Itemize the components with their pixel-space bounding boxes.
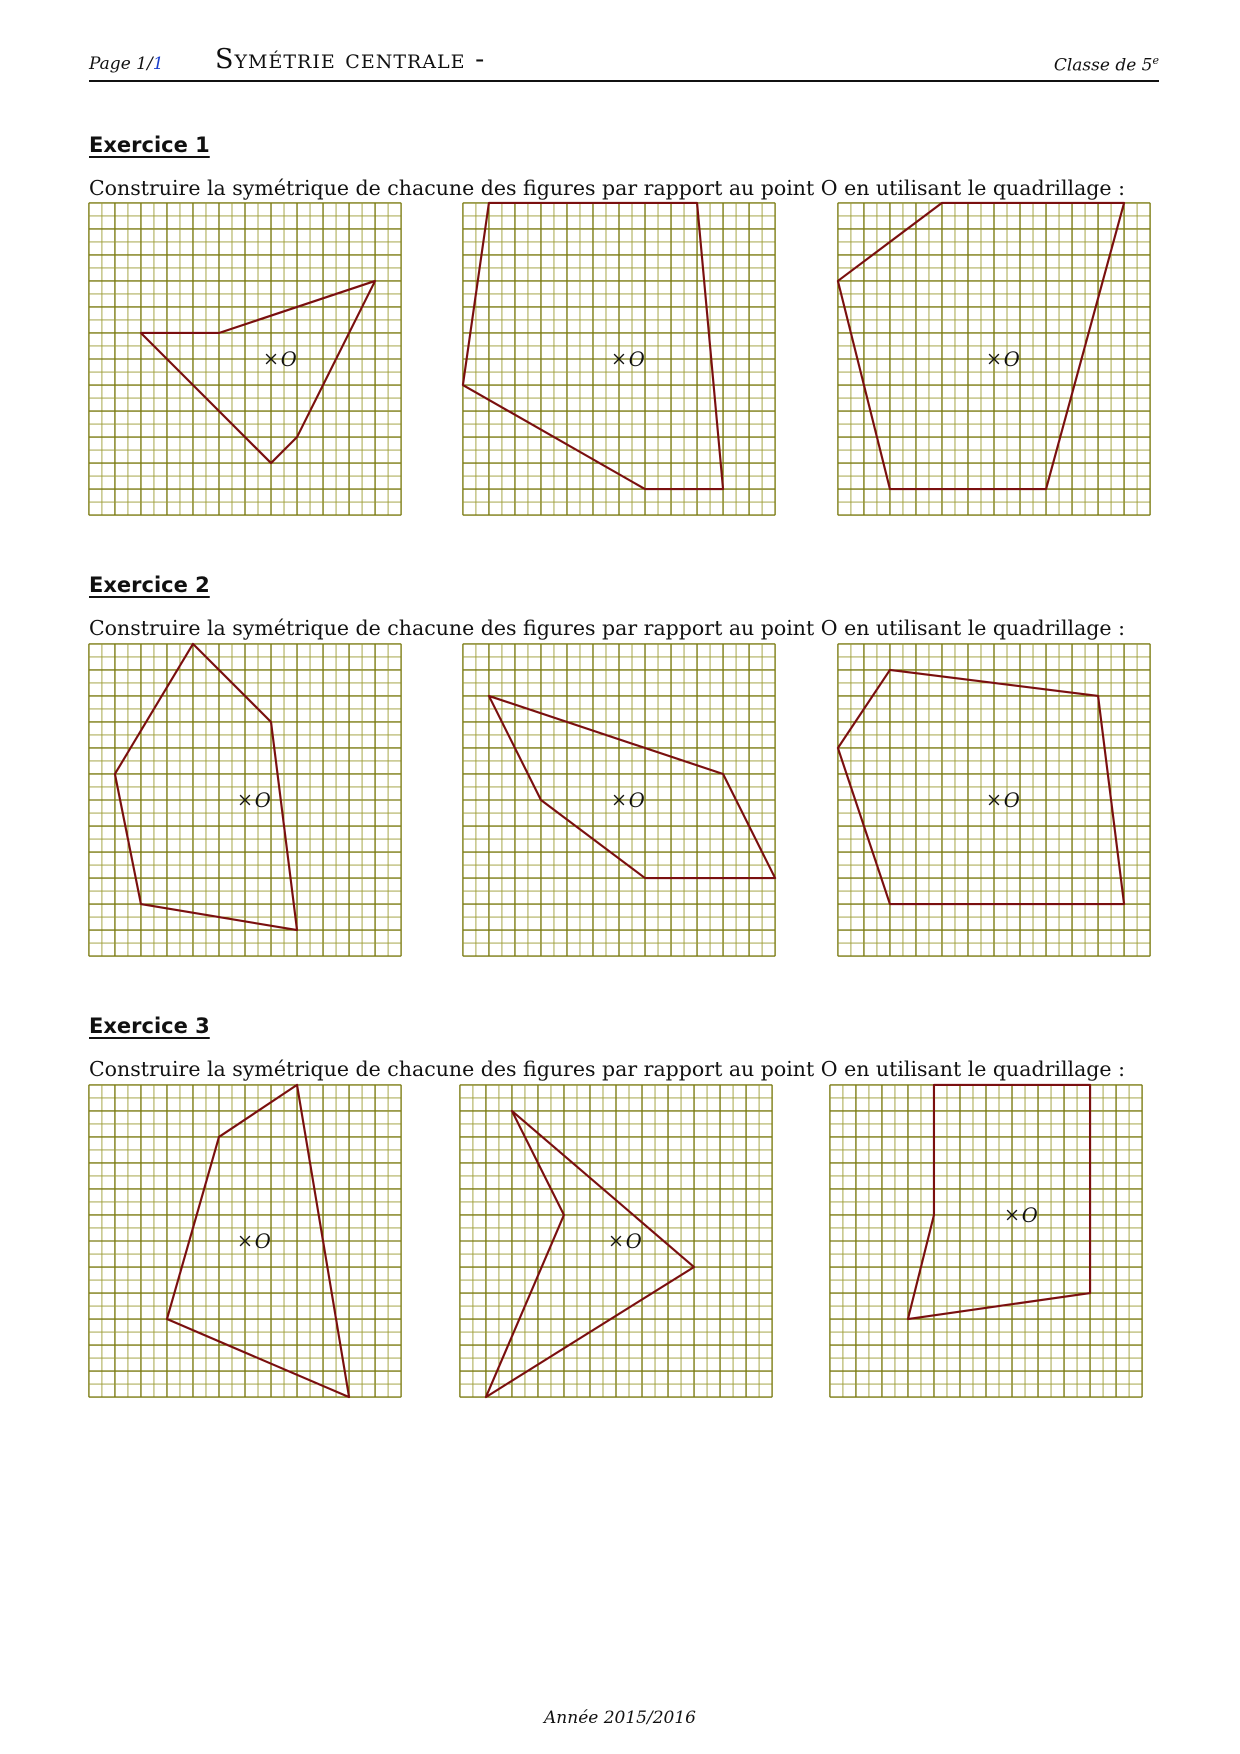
center-point-label: O (628, 788, 645, 812)
exercise-2-instruction: Construire la symétrique de chacune des figures par rapport au point O en utilisant le quadrillage : (89, 616, 1125, 640)
footer-year: Année 2015/2016 (544, 1708, 696, 1728)
grid-figure (826, 1081, 1146, 1401)
center-point-label: O (280, 347, 297, 371)
grid-figure (459, 640, 779, 960)
grid-lines (89, 203, 401, 515)
page-total-link[interactable]: 1 (152, 54, 164, 74)
exercise-3-instruction: Construire la symétrique de chacune des figures par rapport au point O en utilisant le quadrillage : (89, 1057, 1125, 1081)
page-label: Page 1/ (89, 54, 153, 74)
exercise-1-instruction: Construire la symétrique de chacune des figures par rapport au point O en utilisant le quadrillage : (89, 176, 1125, 200)
class-suffix: e (1152, 54, 1159, 67)
center-point-label: O (1003, 347, 1020, 371)
grid-lines (830, 1085, 1142, 1397)
center-point-label: O (625, 1229, 642, 1253)
page-number (89, 54, 164, 74)
exercise-1-title: Exercice 1 (89, 133, 210, 157)
center-point-label: O (1021, 1203, 1038, 1227)
class-label (1054, 54, 1159, 76)
grid-figure (456, 1081, 776, 1401)
center-point-label: O (1003, 788, 1020, 812)
grid-figure (834, 640, 1154, 960)
center-point-label: O (628, 347, 645, 371)
grid-figure (85, 199, 405, 519)
exercise-3-title: Exercice 3 (89, 1014, 210, 1038)
grid-figure (459, 199, 779, 519)
document-title: Symétrie centrale - (215, 44, 486, 75)
class-prefix: Classe de 5 (1053, 55, 1153, 76)
grid-figure (85, 1081, 405, 1401)
grid-figure (834, 199, 1154, 519)
center-point-label: O (254, 788, 271, 812)
grid-figure (85, 640, 405, 960)
center-point-label: O (254, 1229, 271, 1253)
page-header (89, 44, 1159, 82)
exercise-2-title: Exercice 2 (89, 573, 210, 597)
